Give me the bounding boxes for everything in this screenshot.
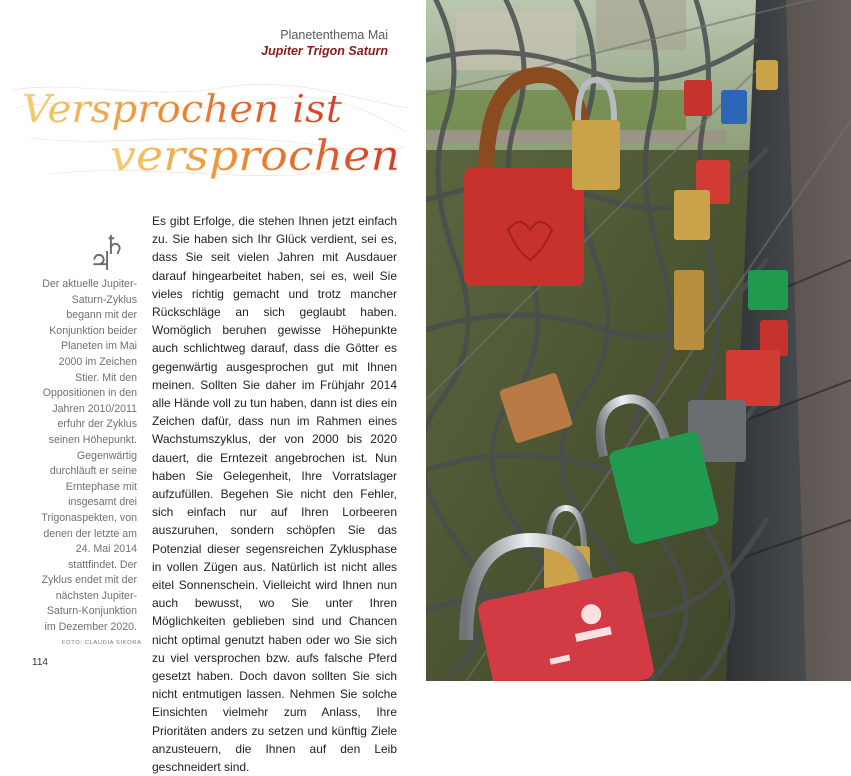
page-number: 114 bbox=[32, 657, 48, 668]
headline-line-1: Versprochen ist bbox=[22, 87, 343, 131]
article-body: Es gibt Erfolge, die stehen Ihnen jetzt einfach zu. Sie haben sich Ihr Glück verdient, sei es, dass Sie seit vielen Jahren mit Ausdauer darauf hingearbeitet haben, sei es, weil Sie vieles richtig gemacht und trotz mancher Rückschläge an sich geglaubt haben. Womöglich beruhen gewisse Höhepunkte auch schlichtweg darauf, dass die Götter es gegenwärtig ausgesprochen gut mit Ihnen meinen. Sollten Sie daher im Frühjahr 2014 alle Hände voll zu tun haben, dann ist dies ein Zeichen dafür, dass nun im Rahmen eines Wachstumszyklus, der von 2000 bis 2020 dauert, die Erntezeit angebrochen ist. Nun haben Sie Gelegenheit, Ihre Vorratslager aufzufüllen. Begehen Sie nicht den Fehler, sich einfach nur auf Ihren Lorbeeren auszuruhen, sondern schöpfen Sie das Potenzial dieser segensreichen Zyklusphase in vollen Zügen aus. Natürlich ist nicht alles eitel Sonnenschein. Vielleicht wird Ihnen nun auch bewusst, wo Sie unter Ihren Möglichkeiten geblieben sind und Chancen nicht optimal genutzt haben oder wo Sie sich zu viel versprochen bzw. aufs falsche Pferd gesetzt haben. Doch davon sollten Sie sich nicht entmutigen lassen. Nehmen Sie solche Einsichten vielmehr zum Anlass, Ihre Prioritäten anders zu setzen und künftig Ziele anzusteuern, die Ihnen auf den Leib geschneidert sind. bbox=[152, 214, 397, 775]
article-subtitle: Jupiter Trigon Saturn bbox=[261, 44, 388, 58]
photo-credit: FOTO: CLAUDIA SIKORA bbox=[62, 640, 142, 646]
section-kicker: Planetenthema Mai bbox=[280, 28, 388, 42]
headline-line-2: versprochen bbox=[110, 131, 400, 180]
sidebar-note: Der aktuelle Jupiter-Saturn-Zyklus begann mit der Konjunktion beider Planeten im Mai 2000 im Zeichen Stier. Mit den Oppositionen in den Jahren 2010/2011 erfuhr der Zyklus seinen Höhepunkt. Gegenwärtig durchläuft er seine Erntephase mit insgesamt drei Trigonaspekten, von denen der letzte am 24. Mai 2014 stattfindet. Der Zyklus endet mit der nächsten Jupiter-Saturn-Konjunktion im Dezember 2020. bbox=[41, 278, 137, 634]
text-page bbox=[0, 0, 426, 775]
saturn-icon: ♄ bbox=[103, 231, 127, 261]
jupiter-icon: ♃ bbox=[89, 247, 113, 277]
article-headline bbox=[10, 78, 410, 198]
love-locks-photo bbox=[426, 0, 851, 681]
